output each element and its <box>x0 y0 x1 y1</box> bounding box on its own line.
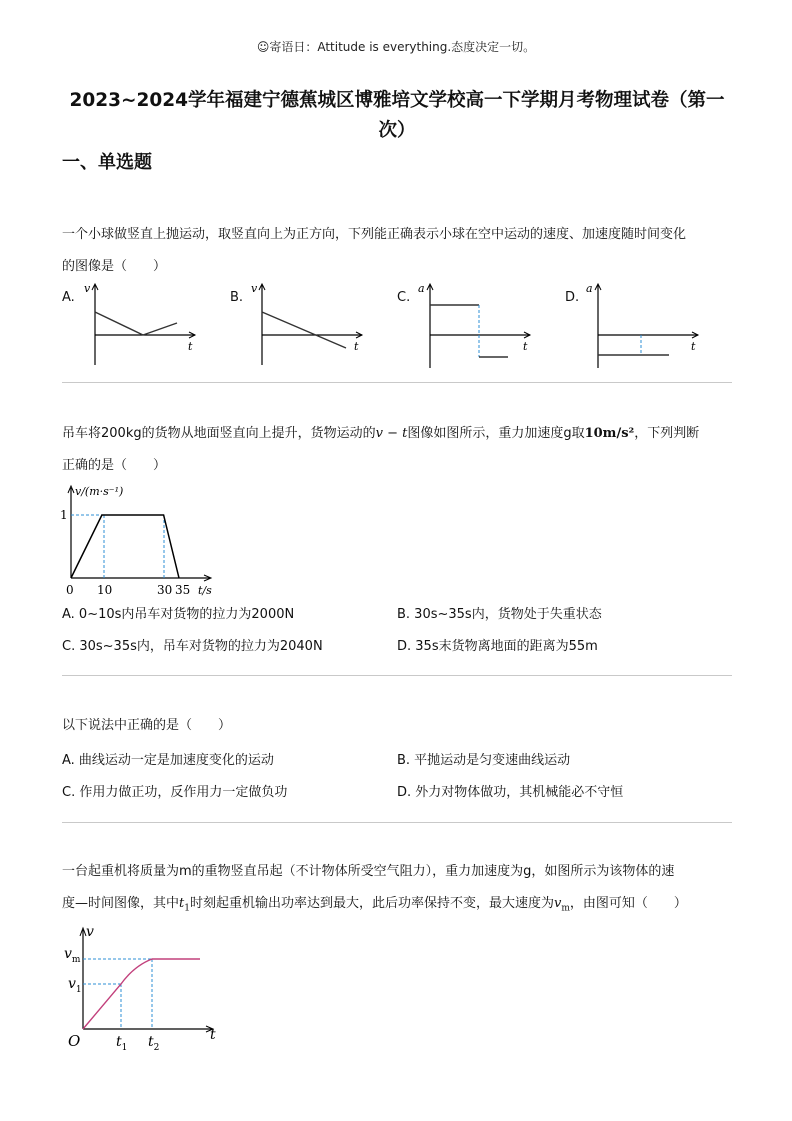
q1-option-a-graph <box>80 280 205 370</box>
origin-label: 0 <box>66 583 74 597</box>
title-line-2: 次） <box>378 120 416 141</box>
x-axis-label: t <box>188 340 193 353</box>
q2-vt-chart <box>58 478 228 603</box>
q1-option-a-label: A. <box>62 290 75 305</box>
v1-label: $v_1$ <box>68 976 82 995</box>
q2-line-1: 吊车将200kg的货物从地面竖直向上提升，货物运动的v − t图像如图所示，重力加速度g取10m/s²，下列判断 <box>62 426 700 441</box>
q2-gravity-value: 10m/s² <box>584 426 635 441</box>
q1-option-d-label: D. <box>565 290 580 305</box>
velocity-line-up <box>143 323 177 335</box>
q2-line-2: 正确的是（ ） <box>62 458 167 473</box>
x-tick-label-30: 30 <box>157 583 173 597</box>
y-axis-label: a <box>586 282 593 295</box>
title-line-1: 2023~2024学年福建宁德蕉城区博雅培文学校高一下学期月考物理试卷（第一 <box>69 90 725 111</box>
q3-option-a: A. 曲线运动一定是加速度变化的运动 <box>62 753 274 768</box>
page-title <box>52 86 742 146</box>
q1-stem <box>62 219 742 283</box>
q1-option-b-label: B. <box>230 290 244 305</box>
velocity-curve <box>83 959 200 1029</box>
x-tick-label-10: 10 <box>97 583 113 597</box>
y-axis-label: v/(m·s⁻¹) <box>75 485 124 498</box>
y-axis-label: v <box>251 282 258 295</box>
q4-vt-chart <box>60 922 230 1057</box>
q2-option-c: C. 30s~35s内，吊车对货物的拉力为2040N <box>62 639 323 654</box>
q4-vm-symbol: $v_m$ <box>554 896 570 914</box>
x-axis-label: t <box>354 340 359 353</box>
x-axis-label: t <box>210 1027 216 1043</box>
y-axis-label: v <box>84 282 91 295</box>
q3-option-b: B. 平抛运动是匀变速曲线运动 <box>397 753 571 768</box>
q1-line-1: 一个小球做竖直上抛运动，取竖直向上为正方向，下列能正确表示小球在空中运动的速度、加速度随时间变化 <box>62 227 687 242</box>
section-heading: 一、单选题 <box>62 152 152 173</box>
velocity-series-line <box>71 515 179 578</box>
q4-line-2: 度—时间图像，其中$t_1$时刻起重机输出功率达到最大，此后功率保持不变，最大速度为$v_m$，由图可知（ ） <box>62 896 687 914</box>
q1-option-c-label: C. <box>397 290 411 305</box>
q4-t1-symbol: $t_1$ <box>179 896 190 914</box>
q2-stem <box>62 418 752 482</box>
vm-label: $v_m$ <box>64 946 81 965</box>
divider-3 <box>62 822 732 823</box>
divider-1 <box>62 382 732 383</box>
velocity-line-down <box>95 312 143 335</box>
q2-option-d: D. 35s末货物离地面的距离为55m <box>397 639 598 654</box>
t2-label: $t_2$ <box>148 1034 160 1053</box>
header-motto: ☺寄语日：Attitude is everything.态度决定一切。 <box>256 40 536 54</box>
x-tick-label-35: 35 <box>175 583 191 597</box>
q1-option-b-graph <box>248 280 373 370</box>
t1-label: $t_1$ <box>116 1034 128 1053</box>
origin-label: O <box>68 1032 81 1050</box>
q4-stem <box>62 856 752 925</box>
q2-vt-symbol: v − t <box>375 426 408 441</box>
q2-option-b: B. 30s~35s内，货物处于失重状态 <box>397 607 602 622</box>
divider-2 <box>62 675 732 676</box>
q3-option-d: D. 外力对物体做功，其机械能必不守恒 <box>397 785 624 800</box>
q4-line-1: 一台起重机将质量为m的重物竖直吊起（不计物体所受空气阻力），重力加速度为g，如图所示为该物体的速 <box>62 864 675 879</box>
q1-option-c-graph <box>415 280 540 375</box>
y-tick-label-1: 1 <box>60 508 68 522</box>
y-axis-label: a <box>418 282 425 295</box>
y-axis-label: v <box>86 924 94 940</box>
q3-option-c: C. 作用力做正功，反作用力一定做负功 <box>62 785 288 800</box>
q1-option-d-graph <box>583 280 708 375</box>
x-axis-label: t <box>691 340 696 353</box>
velocity-line <box>262 312 346 348</box>
q1-line-2: 的图像是（ ） <box>62 259 167 274</box>
x-axis-label: t <box>523 340 528 353</box>
x-axis-label: t/s <box>198 584 212 597</box>
q2-option-a: A. 0~10s内吊车对货物的拉力为2000N <box>62 607 295 622</box>
q3-stem: 以下说法中正确的是（ ） <box>62 718 232 733</box>
